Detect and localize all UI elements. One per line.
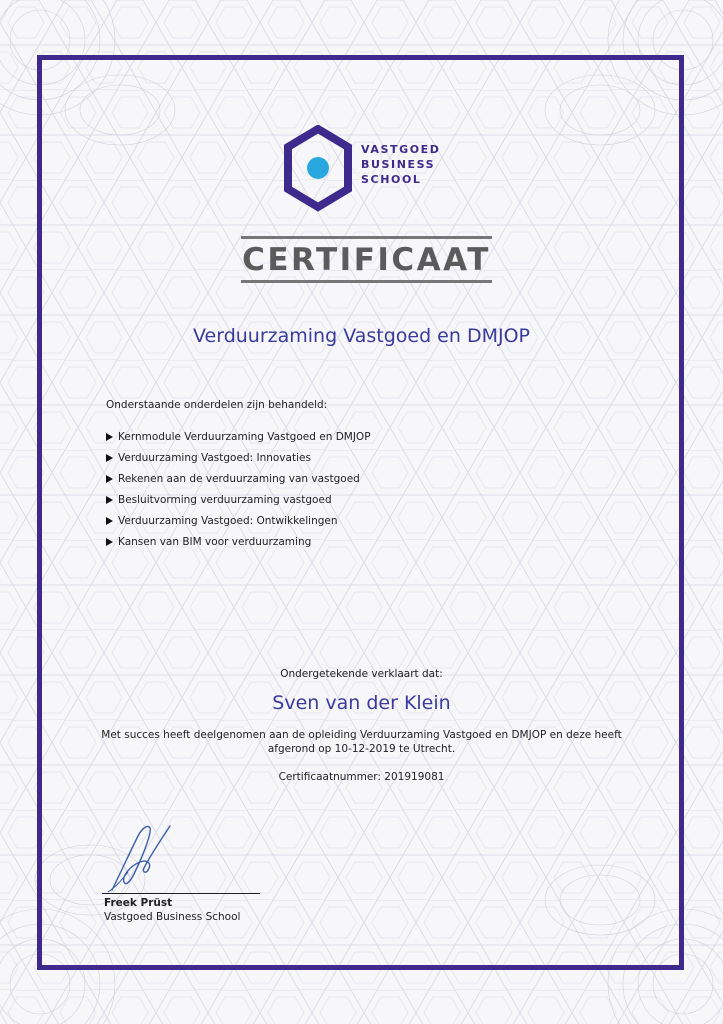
module-item <box>106 514 371 535</box>
triangle-bullet-icon <box>106 475 113 483</box>
heading-rule-top <box>241 236 492 239</box>
recipient-name: Sven van der Klein <box>272 692 451 714</box>
module-item <box>106 451 371 472</box>
declaration-text: Ondergetekende verklaart dat: <box>280 668 443 680</box>
logo-line-2: BUSINESS <box>361 158 436 171</box>
module-label: Rekenen aan de verduurzaming van vastgoed <box>118 473 360 485</box>
logo-line-3: SCHOOL <box>361 173 422 186</box>
hexagon-logo-icon <box>283 125 353 213</box>
certificate-heading <box>241 236 492 283</box>
signer-organization: Vastgoed Business School <box>104 911 241 923</box>
module-label: Kansen van BIM voor verduurzaming <box>118 536 312 548</box>
logo-line-1: VASTGOED <box>361 143 441 156</box>
triangle-bullet-icon <box>106 538 113 546</box>
course-title: Verduurzaming Vastgoed en DMJOP <box>193 325 530 347</box>
module-item <box>106 472 371 493</box>
module-label: Verduurzaming Vastgoed: Innovaties <box>118 452 311 464</box>
signature-line <box>102 893 260 894</box>
triangle-bullet-icon <box>106 433 113 441</box>
module-item <box>106 430 371 451</box>
certificate-title: CERTIFICAAT <box>242 242 491 278</box>
module-label: Besluitvorming verduurzaming vastgoed <box>118 494 332 506</box>
signer-name: Freek Prüst <box>104 897 173 909</box>
triangle-bullet-icon <box>106 454 113 462</box>
school-logo <box>283 125 458 213</box>
heading-rule-bottom <box>241 280 492 283</box>
module-item <box>106 493 371 514</box>
triangle-bullet-icon <box>106 517 113 525</box>
completion-statement: Met succes heeft deelgenomen aan de opleiding Verduurzaming Vastgoed en DMJOP en deze heeft afgerond op 10-12-2019 te Utrecht. <box>101 729 622 755</box>
modules-intro: Onderstaande onderdelen zijn behandeld: <box>106 399 328 411</box>
module-item <box>106 535 371 556</box>
triangle-bullet-icon <box>106 496 113 504</box>
module-label: Kernmodule Verduurzaming Vastgoed en DMJOP <box>118 431 371 443</box>
logo-wordmark <box>361 142 441 187</box>
module-list <box>106 430 371 556</box>
certificate-number: Certificaatnummer: 201919081 <box>278 771 445 783</box>
handwritten-signature <box>100 822 180 894</box>
module-label: Verduurzaming Vastgoed: Ontwikkelingen <box>118 515 338 527</box>
